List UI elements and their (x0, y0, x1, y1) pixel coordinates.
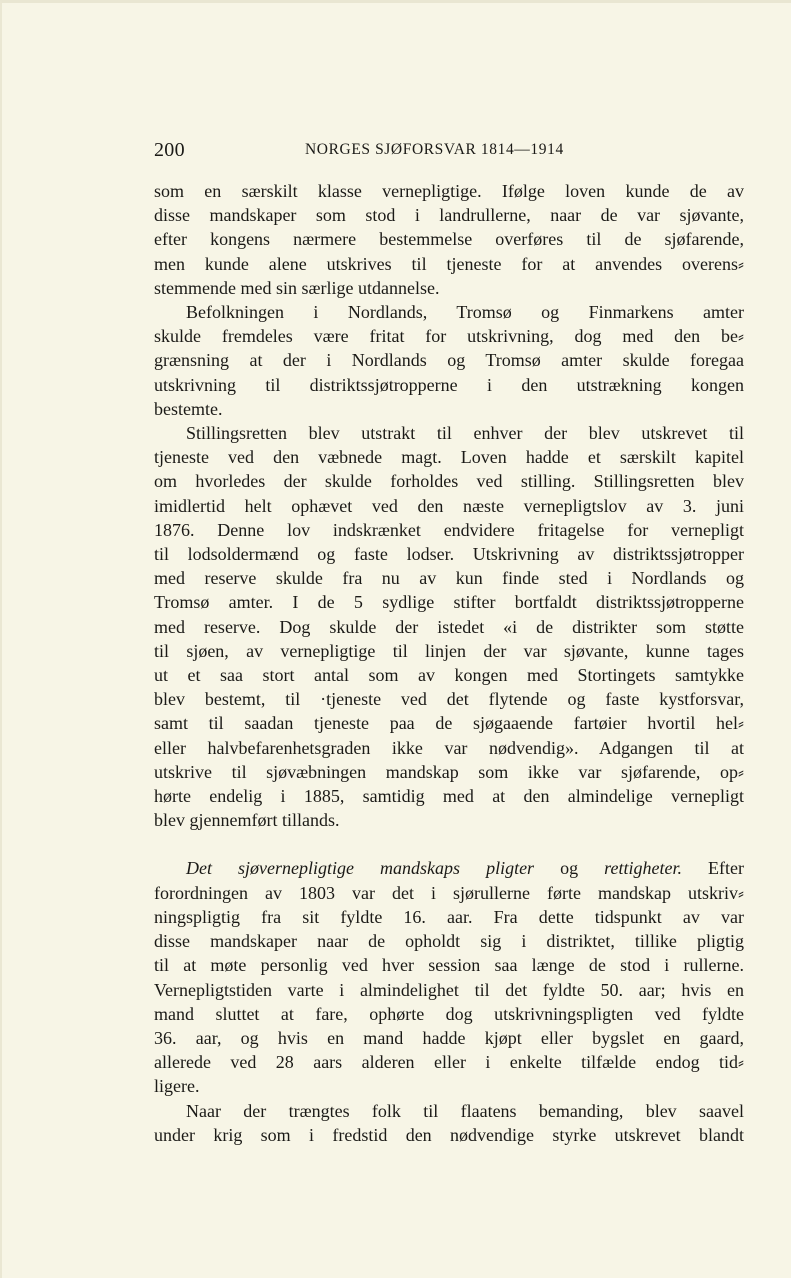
text-line: utskrivning til distriktssjøtropperne i den utstrækning kongen (154, 374, 744, 395)
body-text (154, 179, 744, 1147)
text-line: Vernepligtstiden varte i almindelighet til det fyldte 50. aar; hvis en (154, 979, 744, 1000)
text-line: bestemte. (154, 398, 223, 419)
text-line: forordningen av 1803 var det i sjørullerne førte mandskap utskriv⸗ (154, 882, 744, 903)
text-line: under krig som i fredstid den nødvendige styrke utskrevet blandt (154, 1124, 744, 1145)
text-line: tjeneste ved den væbnede magt. Loven hadde et særskilt kapitel (154, 447, 744, 468)
section-heading: Det sjøvernepligtige mandskaps pligter (186, 858, 535, 879)
text-line: samt til saadan tjeneste paa de sjøgaaende fartøier hvortil hel⸗ (154, 713, 744, 734)
paragraph (154, 421, 744, 832)
running-title: NORGES SJØFORSVAR 1814—1914 (305, 141, 564, 158)
text-line: til lodsoldermænd og faste lodser. Utskrivning av distriktssjøtropper (154, 544, 744, 565)
text-line: Tromsø amter. I de 5 sydlige stifter bortfaldt distriktssjøtropperne (154, 592, 744, 613)
text-line: til at møte personlig ved hver session saa længe de stod i rullerne. (154, 955, 744, 976)
text-line: blev bestemt, til ·tjeneste ved det flytende og faste kystforsvar, (154, 689, 744, 710)
text-line: 36. aar, og hvis en mand hadde kjøpt eller bygslet en gaard, (154, 1027, 744, 1048)
text-line: disse mandskaper naar de opholdt sig i distriktet, tillike pligtig (154, 931, 744, 952)
text-line: blev gjennemført tillands. (154, 810, 340, 831)
text-line: grænsning at der i Nordlands og Tromsø amter skulde foregaa (154, 350, 744, 371)
text-line: om hvorledes der skulde forholdes ved stilling. Stillingsretten blev (154, 471, 744, 492)
text-line: allerede ved 28 aars alderen eller i enkelte tilfælde endog tid⸗ (154, 1052, 744, 1073)
text-line: stemmende med sin særlige utdannelse. (154, 277, 440, 298)
text-line: som en særskilt klasse vernepligtige. Ifølge loven kunde de av (154, 181, 744, 201)
text-line: utskrive til sjøvæbningen mandskap som ikke var sjøfarende, op⸗ (154, 761, 744, 782)
page-header (154, 137, 744, 167)
text-line: Befolkningen i Nordlands, Tromsø og Finmarkens amter (186, 302, 744, 323)
text-line: Stillingsretten blev utstrakt til enhver der blev utskrevet til (186, 423, 744, 444)
section-heading-line (154, 856, 744, 880)
text-line: med reserve. Dog skulde der istedet «i de distrikter som støtte (154, 616, 744, 637)
text-line: ningspligtig fra sit fyldte 16. aar. Fra dette tidspunkt av var (154, 906, 744, 927)
text-line: med reserve skulde fra nu av kun finde sted i Nordlands og (154, 568, 744, 589)
section-heading-2: rettigheter. (604, 858, 682, 879)
text-line: ut et saa stort antal som av kongen med Stortingets samtykke (154, 665, 744, 686)
text-line: 1876. Denne lov indskrænket endvidere fritagelse for vernepligt (154, 519, 744, 540)
text-line: eller halvbefarenhetsgraden ikke var nødvendig». Adgangen til at (154, 737, 744, 758)
text-line: skulde fremdeles være fritat for utskrivning, dog med den be⸗ (154, 326, 744, 347)
text-line: men kunde alene utskrives til tjeneste for at anvendes overens⸗ (154, 253, 744, 274)
text-line: hørte endelig i 1885, samtidig med at den almindelige vernepligt (154, 786, 744, 807)
page-number: 200 (154, 139, 185, 161)
text-line: imidlertid helt ophævet ved den næste vernepligtslov av 3. juni (154, 495, 744, 516)
paragraph (154, 300, 744, 421)
section (154, 856, 744, 1146)
heading-connector: og (534, 858, 605, 879)
text-line: mand sluttet at fare, ophørte dog utskrivningspligten ved fyldte (154, 1003, 744, 1024)
text-line: disse mandskaper som stod i landrullerne, naar de var sjøvante, (154, 205, 744, 226)
text-line: efter kongens nærmere bestemmelse overføres til de sjøfarende, (154, 229, 744, 250)
text-line: ligere. (154, 1076, 200, 1097)
text-line: Naar der trængtes folk til flaatens bemanding, blev saavel (186, 1100, 744, 1121)
section-spacer (154, 832, 744, 856)
heading-line-rest: Efter (681, 858, 744, 879)
text-line: til sjøen, av vernepligtige til linjen der var sjøvante, kunne tages (154, 640, 744, 661)
paragraph (154, 179, 744, 300)
